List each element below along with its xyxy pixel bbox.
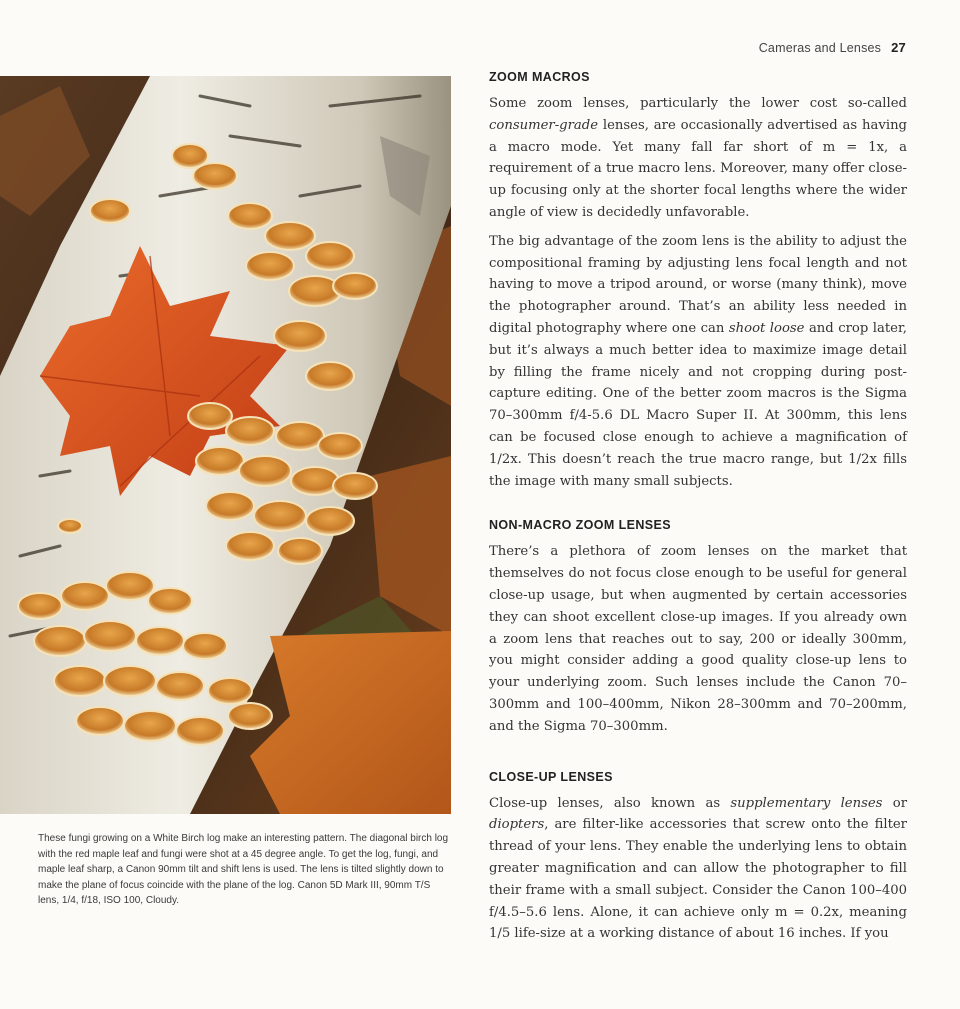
paragraph: Close-up lenses, also known as supplementary lenses or diopters, are filter-like accessories that screw onto the filter thread of your lens. They enable the underlying lens to obtain greater magnification and can allow the photographer to fill their frame with a small subject. Consider the Canon 100–400 f/4.5–5.6 lens. Alone, it can achieve only m = 0.2x, meaning 1/5 life-size at a working distance of about 16 inches. If you — [489, 795, 908, 942]
header-title: Cameras and Lenses — [758, 41, 882, 55]
heading-non-macro-zoom-lenses: NON-MACRO ZOOM LENSES — [489, 518, 672, 533]
paragraph: There’s a plethora of zoom lenses on the market that themselves do not focus close enough to be useful for general close-up usage, but when augmented by certain accessories they can shoot excellent close-up images. If you already own a zoom lens that reaches out to say, 200 or ideally 300mm, you might consider adding a good quality close-up lens to your underlying zoom. Such lenses include the Canon 70–300mm and 100–400mm, Nikon 28–300mm and 70–200mm, and the Sigma 70–300mm. — [489, 544, 907, 734]
paragraph: The big advantage of the zoom lens is the ability to adjust the compositional framing by adjusting lens focal length and not having to move a tripod around, or worse (many think), move the photographer around. That’s an ability less needed in digital photography where one can shoot loose and crop later, but it’s always a much better idea to maximize image detail by filling the frame nicely and not cropping during post-capture editing. One of the better zoom macros is the Sigma 70–300mm f/4-5.6 DL Macro Super II. At 300mm, this lens can be focused close enough to achieve a magnification of 1/2x. This doesn’t reach the true macro range, but 1/2x fills the image with many small subjects. — [489, 233, 907, 489]
main-text-column — [489, 70, 907, 952]
running-header — [759, 40, 906, 55]
page-number: 27 — [891, 40, 906, 55]
heading-zoom-macros: ZOOM MACROS — [489, 70, 590, 84]
paragraph: Some zoom lenses, particularly the lower cost so-called consumer-grade lenses, are occasionally advertised as having a macro mode. Yet many fall far short of m = 1x, a requirement of a true macro lens. Moreover, many offer close-up focusing only at the shorter focal lengths where the wider angle of view is decidedly unfavorable. — [489, 96, 907, 220]
heading-close-up-lenses: CLOSE-UP LENSES — [489, 769, 613, 784]
fungi-photo — [0, 76, 451, 814]
photo-caption: These fungi growing on a White Birch log make an interesting pattern. The diagonal birch log with the red maple leaf and fungi were shot at a 45 degree angle. To get the log, fungi, and maple leaf sharp, a Canon 90mm tilt and shift lens is used. The lens is tilted slightly down to make the plane of focus coincide with the plane of the log. Canon 5D Mark III, 90mm T/S lens, 1/4, f/18, ISO 100, Cloudy. — [38, 833, 449, 907]
